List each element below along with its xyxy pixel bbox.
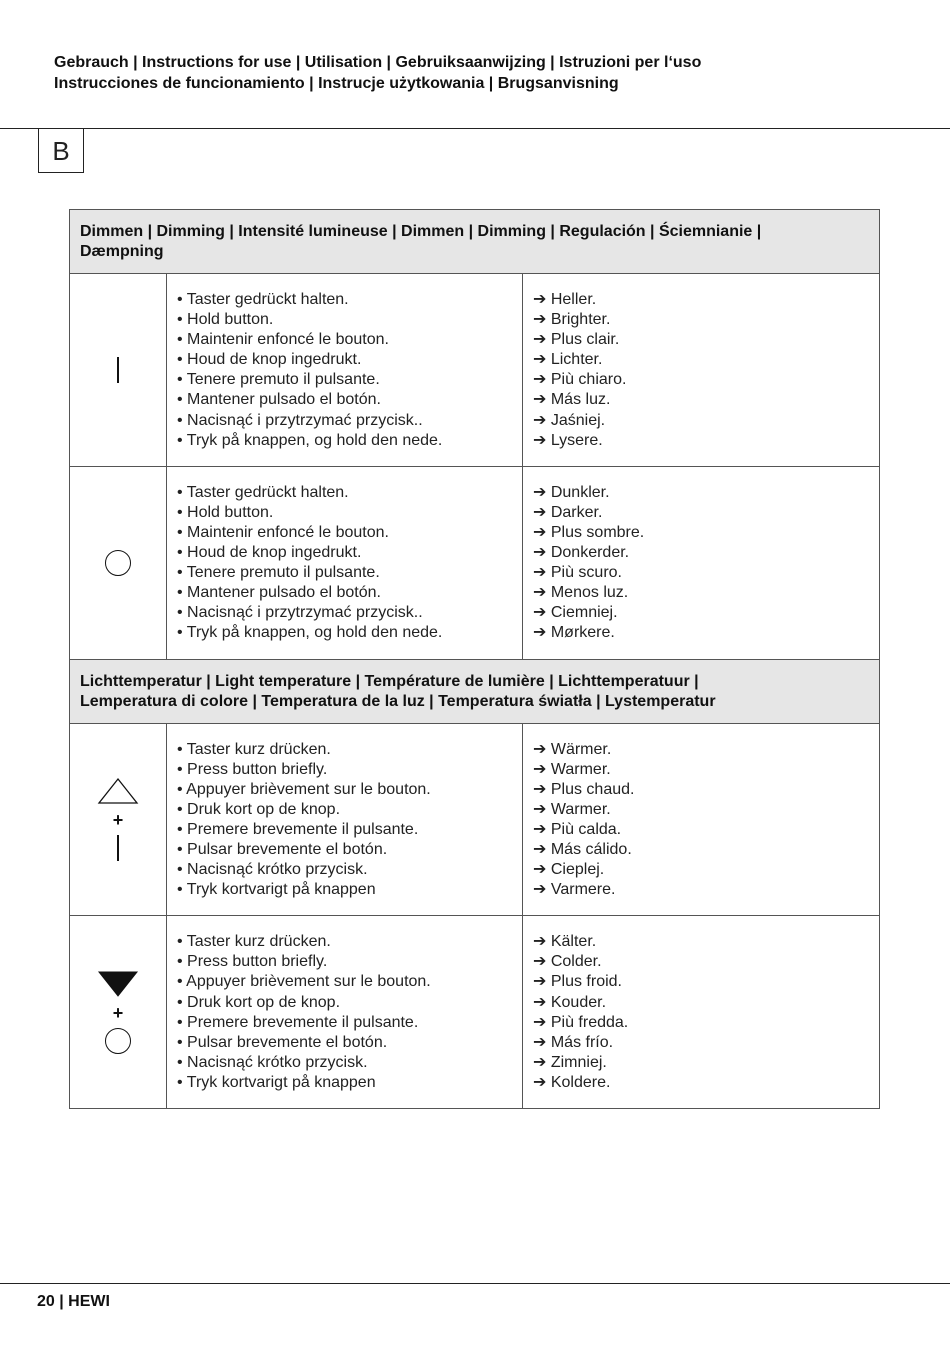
action-text: • Houd de knop ingedrukt. bbox=[177, 351, 362, 369]
header-line-1: Gebrauch | Instructions for use | Utilisation | Gebruiksaanwijzing | Istruzioni per l‘uso bbox=[54, 54, 702, 71]
result-text: ➔ Più fredda. bbox=[533, 1013, 629, 1031]
result-text: ➔ Più calda. bbox=[533, 820, 622, 838]
result-cell bbox=[523, 274, 880, 467]
temperature-heading-row bbox=[70, 659, 880, 723]
table-row bbox=[70, 723, 880, 916]
action-text: • Houd de knop ingedrukt. bbox=[177, 544, 362, 562]
action-text: • Tryk kortvarigt på knappen bbox=[177, 881, 376, 899]
temperature-heading-line-1: Lichttemperatur | Light temperature | Température de lumière | Lichttemperatuur | bbox=[80, 672, 699, 690]
circle-icon bbox=[105, 550, 131, 576]
action-text: • Tenere premuto il pulsante. bbox=[177, 371, 380, 389]
page-footer: 20 | HEWI bbox=[37, 1293, 110, 1310]
result-text: ➔ Heller. bbox=[533, 291, 597, 308]
plus-sign: + bbox=[112, 810, 124, 831]
bar-icon bbox=[117, 835, 119, 861]
symbol-cell bbox=[70, 916, 167, 1109]
dimming-heading bbox=[70, 210, 880, 274]
action-text: • Maintenir enfoncé le bouton. bbox=[177, 523, 389, 541]
action-text: • Taster gedrückt halten. bbox=[177, 291, 349, 308]
plus-sign: + bbox=[112, 1003, 124, 1024]
result-text: ➔ Plus sombre. bbox=[533, 523, 645, 541]
action-text: • Pulsar brevemente el botón. bbox=[177, 1033, 388, 1051]
result-cell bbox=[523, 916, 880, 1109]
result-text: ➔ Mørkere. bbox=[533, 624, 615, 642]
action-text: • Pulsar brevemente el botón. bbox=[177, 840, 388, 858]
triangle-down-icon bbox=[97, 970, 139, 998]
result-text: ➔ Koldere. bbox=[533, 1073, 611, 1091]
result-text: ➔ Plus froid. bbox=[533, 973, 622, 991]
dimming-heading-row bbox=[70, 210, 880, 274]
action-cell bbox=[167, 916, 523, 1109]
header-line-2: Instrucciones de funcionamiento | Instrucje użytkowania | Brugsanvisning bbox=[54, 75, 619, 92]
action-text: • Taster gedrückt halten. bbox=[177, 483, 349, 501]
result-text: ➔ Kälter. bbox=[533, 933, 597, 951]
result-text: ➔ Wärmer. bbox=[533, 740, 612, 758]
action-text: • Appuyer brièvement sur le bouton. bbox=[177, 780, 431, 798]
action-text: • Tenere premuto il pulsante. bbox=[177, 564, 380, 582]
result-text: ➔ Più scuro. bbox=[533, 564, 622, 582]
result-text: ➔ Más frío. bbox=[533, 1033, 614, 1051]
dimming-heading-line-2: Dæmpning bbox=[80, 243, 164, 260]
result-cell bbox=[523, 466, 880, 659]
dimming-heading-line-1: Dimmen | Dimming | Intensité lumineuse | Dimmen | Dimming | Regulación | Ściemnianie | bbox=[80, 223, 762, 240]
action-text: • Druk kort op de knop. bbox=[177, 800, 341, 818]
bottom-divider bbox=[0, 1283, 950, 1284]
action-text: • Appuyer brièvement sur le bouton. bbox=[177, 973, 431, 991]
action-text: • Tryk på knappen, og hold den nede. bbox=[177, 431, 443, 449]
result-text: ➔ Dunkler. bbox=[533, 483, 610, 501]
table-row bbox=[70, 466, 880, 659]
top-divider bbox=[0, 128, 950, 129]
instructions-table bbox=[69, 209, 880, 1109]
action-text: • Nacisnąć i przytrzymać przycisk.. bbox=[177, 604, 423, 622]
table-row bbox=[70, 274, 880, 467]
temperature-heading bbox=[70, 659, 880, 723]
action-text: • Premere brevemente il pulsante. bbox=[177, 1013, 419, 1031]
action-cell bbox=[167, 274, 523, 467]
result-cell bbox=[523, 723, 880, 916]
page-header bbox=[54, 52, 914, 94]
result-text: ➔ Plus clair. bbox=[533, 331, 620, 349]
result-text: ➔ Más luz. bbox=[533, 391, 611, 409]
result-text: ➔ Más cálido. bbox=[533, 840, 632, 858]
action-text: • Maintenir enfoncé le bouton. bbox=[177, 331, 389, 349]
action-text: • Hold button. bbox=[177, 503, 274, 521]
symbol-cell bbox=[70, 723, 167, 916]
action-text: • Mantener pulsado el botón. bbox=[177, 584, 381, 602]
action-cell bbox=[167, 466, 523, 659]
table-row bbox=[70, 916, 880, 1109]
result-text: ➔ Donkerder. bbox=[533, 544, 630, 562]
bar-icon bbox=[117, 357, 119, 383]
action-text: • Hold button. bbox=[177, 311, 274, 329]
result-text: ➔ Ciemniej. bbox=[533, 604, 618, 622]
action-text: • Tryk kortvarigt på knappen bbox=[177, 1073, 376, 1091]
section-label: B bbox=[38, 129, 84, 173]
result-text: ➔ Brighter. bbox=[533, 311, 611, 329]
symbol-cell bbox=[70, 274, 167, 467]
result-text: ➔ Menos luz. bbox=[533, 584, 629, 602]
result-text: ➔ Colder. bbox=[533, 953, 602, 971]
action-cell bbox=[167, 723, 523, 916]
result-text: ➔ Varmere. bbox=[533, 881, 616, 899]
temperature-heading-line-2: Lemperatura di colore | Temperatura de la luz | Temperatura światła | Lystemperatur bbox=[80, 692, 716, 710]
result-text: ➔ Warmer. bbox=[533, 760, 611, 778]
action-text: • Press button briefly. bbox=[177, 953, 328, 971]
circle-icon bbox=[105, 1028, 131, 1054]
action-text: • Nacisnąć krótko przycisk. bbox=[177, 861, 368, 879]
result-text: ➔ Cieplej. bbox=[533, 861, 605, 879]
result-text: ➔ Lichter. bbox=[533, 351, 603, 369]
action-text: • Druk kort op de knop. bbox=[177, 993, 341, 1011]
action-text: • Premere brevemente il pulsante. bbox=[177, 820, 419, 838]
action-text: • Tryk på knappen, og hold den nede. bbox=[177, 624, 443, 642]
result-text: ➔ Plus chaud. bbox=[533, 780, 635, 798]
result-text: ➔ Darker. bbox=[533, 503, 603, 521]
result-text: ➔ Warmer. bbox=[533, 800, 611, 818]
action-text: • Taster kurz drücken. bbox=[177, 933, 331, 951]
action-text: • Press button briefly. bbox=[177, 760, 328, 778]
action-text: • Taster kurz drücken. bbox=[177, 740, 331, 758]
result-text: ➔ Più chiaro. bbox=[533, 371, 627, 389]
action-text: • Nacisnąć i przytrzymać przycisk.. bbox=[177, 411, 423, 429]
triangle-up-icon bbox=[97, 777, 139, 805]
result-text: ➔ Zimniej. bbox=[533, 1053, 607, 1071]
action-text: • Nacisnąć krótko przycisk. bbox=[177, 1053, 368, 1071]
action-text: • Mantener pulsado el botón. bbox=[177, 391, 381, 409]
result-text: ➔ Jaśniej. bbox=[533, 411, 606, 429]
result-text: ➔ Lysere. bbox=[533, 431, 603, 449]
symbol-cell bbox=[70, 466, 167, 659]
result-text: ➔ Kouder. bbox=[533, 993, 607, 1011]
